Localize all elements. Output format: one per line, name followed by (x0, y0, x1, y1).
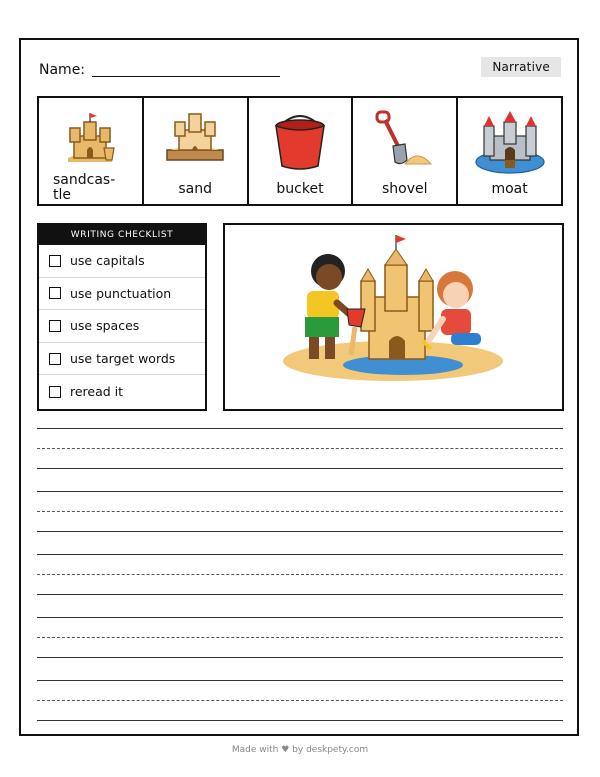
vocab-word-moat: moat (491, 181, 528, 197)
checklist-item-label: reread it (70, 384, 124, 400)
worksheet (19, 38, 579, 736)
line-top (37, 554, 563, 555)
vocab-card-bucket (249, 98, 354, 204)
sand-icon (163, 108, 227, 168)
writing-lines[interactable] (37, 428, 563, 721)
vocab-word-sand: sand (178, 181, 213, 197)
kids-building-sandcastle-illustration (225, 225, 562, 409)
name-label: Name: (39, 62, 86, 78)
checklist-item[interactable] (39, 310, 205, 343)
checklist-item[interactable] (39, 245, 205, 278)
checkbox[interactable] (49, 353, 61, 365)
checklist-item-label: use spaces (70, 318, 140, 334)
bucket-icon (270, 108, 330, 172)
line-top (37, 428, 563, 429)
genre-badge: Narrative (481, 57, 561, 77)
checklist-item[interactable] (39, 278, 205, 311)
line-mid (37, 700, 563, 701)
vocab-card-sand (144, 98, 249, 204)
vocab-card-shovel (353, 98, 458, 204)
vocab-word-shovel: shovel (382, 181, 428, 197)
line-top (37, 491, 563, 492)
moat-castle-icon (474, 108, 546, 174)
checklist-item-label: use punctuation (70, 285, 172, 301)
vocab-card-moat (458, 98, 561, 204)
sandcastle-icon (60, 108, 120, 168)
footer-made-with: Made with (231, 745, 279, 755)
line-base (37, 531, 563, 532)
line-base (37, 468, 563, 469)
line-base (37, 594, 563, 595)
picture-prompt-frame (223, 223, 564, 411)
checkbox[interactable] (49, 287, 61, 299)
footer-by: by deskpety.com (292, 745, 369, 755)
vocab-word-bucket: bucket (276, 181, 324, 197)
line-mid (37, 448, 563, 449)
line-top (37, 617, 563, 618)
checkbox[interactable] (49, 255, 61, 267)
line-top (37, 680, 563, 681)
line-base (37, 657, 563, 658)
heart-icon: ♥ (281, 745, 290, 755)
checklist-item[interactable] (39, 375, 205, 408)
line-mid (37, 574, 563, 575)
line-mid (37, 637, 563, 638)
checklist-item-label: use capitals (70, 253, 145, 269)
shovel-icon (375, 108, 435, 172)
checkbox[interactable] (49, 320, 61, 332)
checklist-item-label: use target words (70, 351, 176, 367)
vocab-word-sandcastle: sandcas- tle (53, 172, 116, 203)
checklist-item[interactable] (39, 343, 205, 376)
vocab-card-sandcastle (39, 98, 144, 204)
checklist-title: WRITING CHECKLIST (39, 225, 205, 245)
name-input-line[interactable] (92, 76, 280, 77)
vocabulary-strip (37, 96, 563, 206)
line-base (37, 720, 563, 721)
writing-checklist (37, 223, 207, 411)
footer-credit (0, 745, 600, 755)
checkbox[interactable] (49, 386, 61, 398)
line-mid (37, 511, 563, 512)
